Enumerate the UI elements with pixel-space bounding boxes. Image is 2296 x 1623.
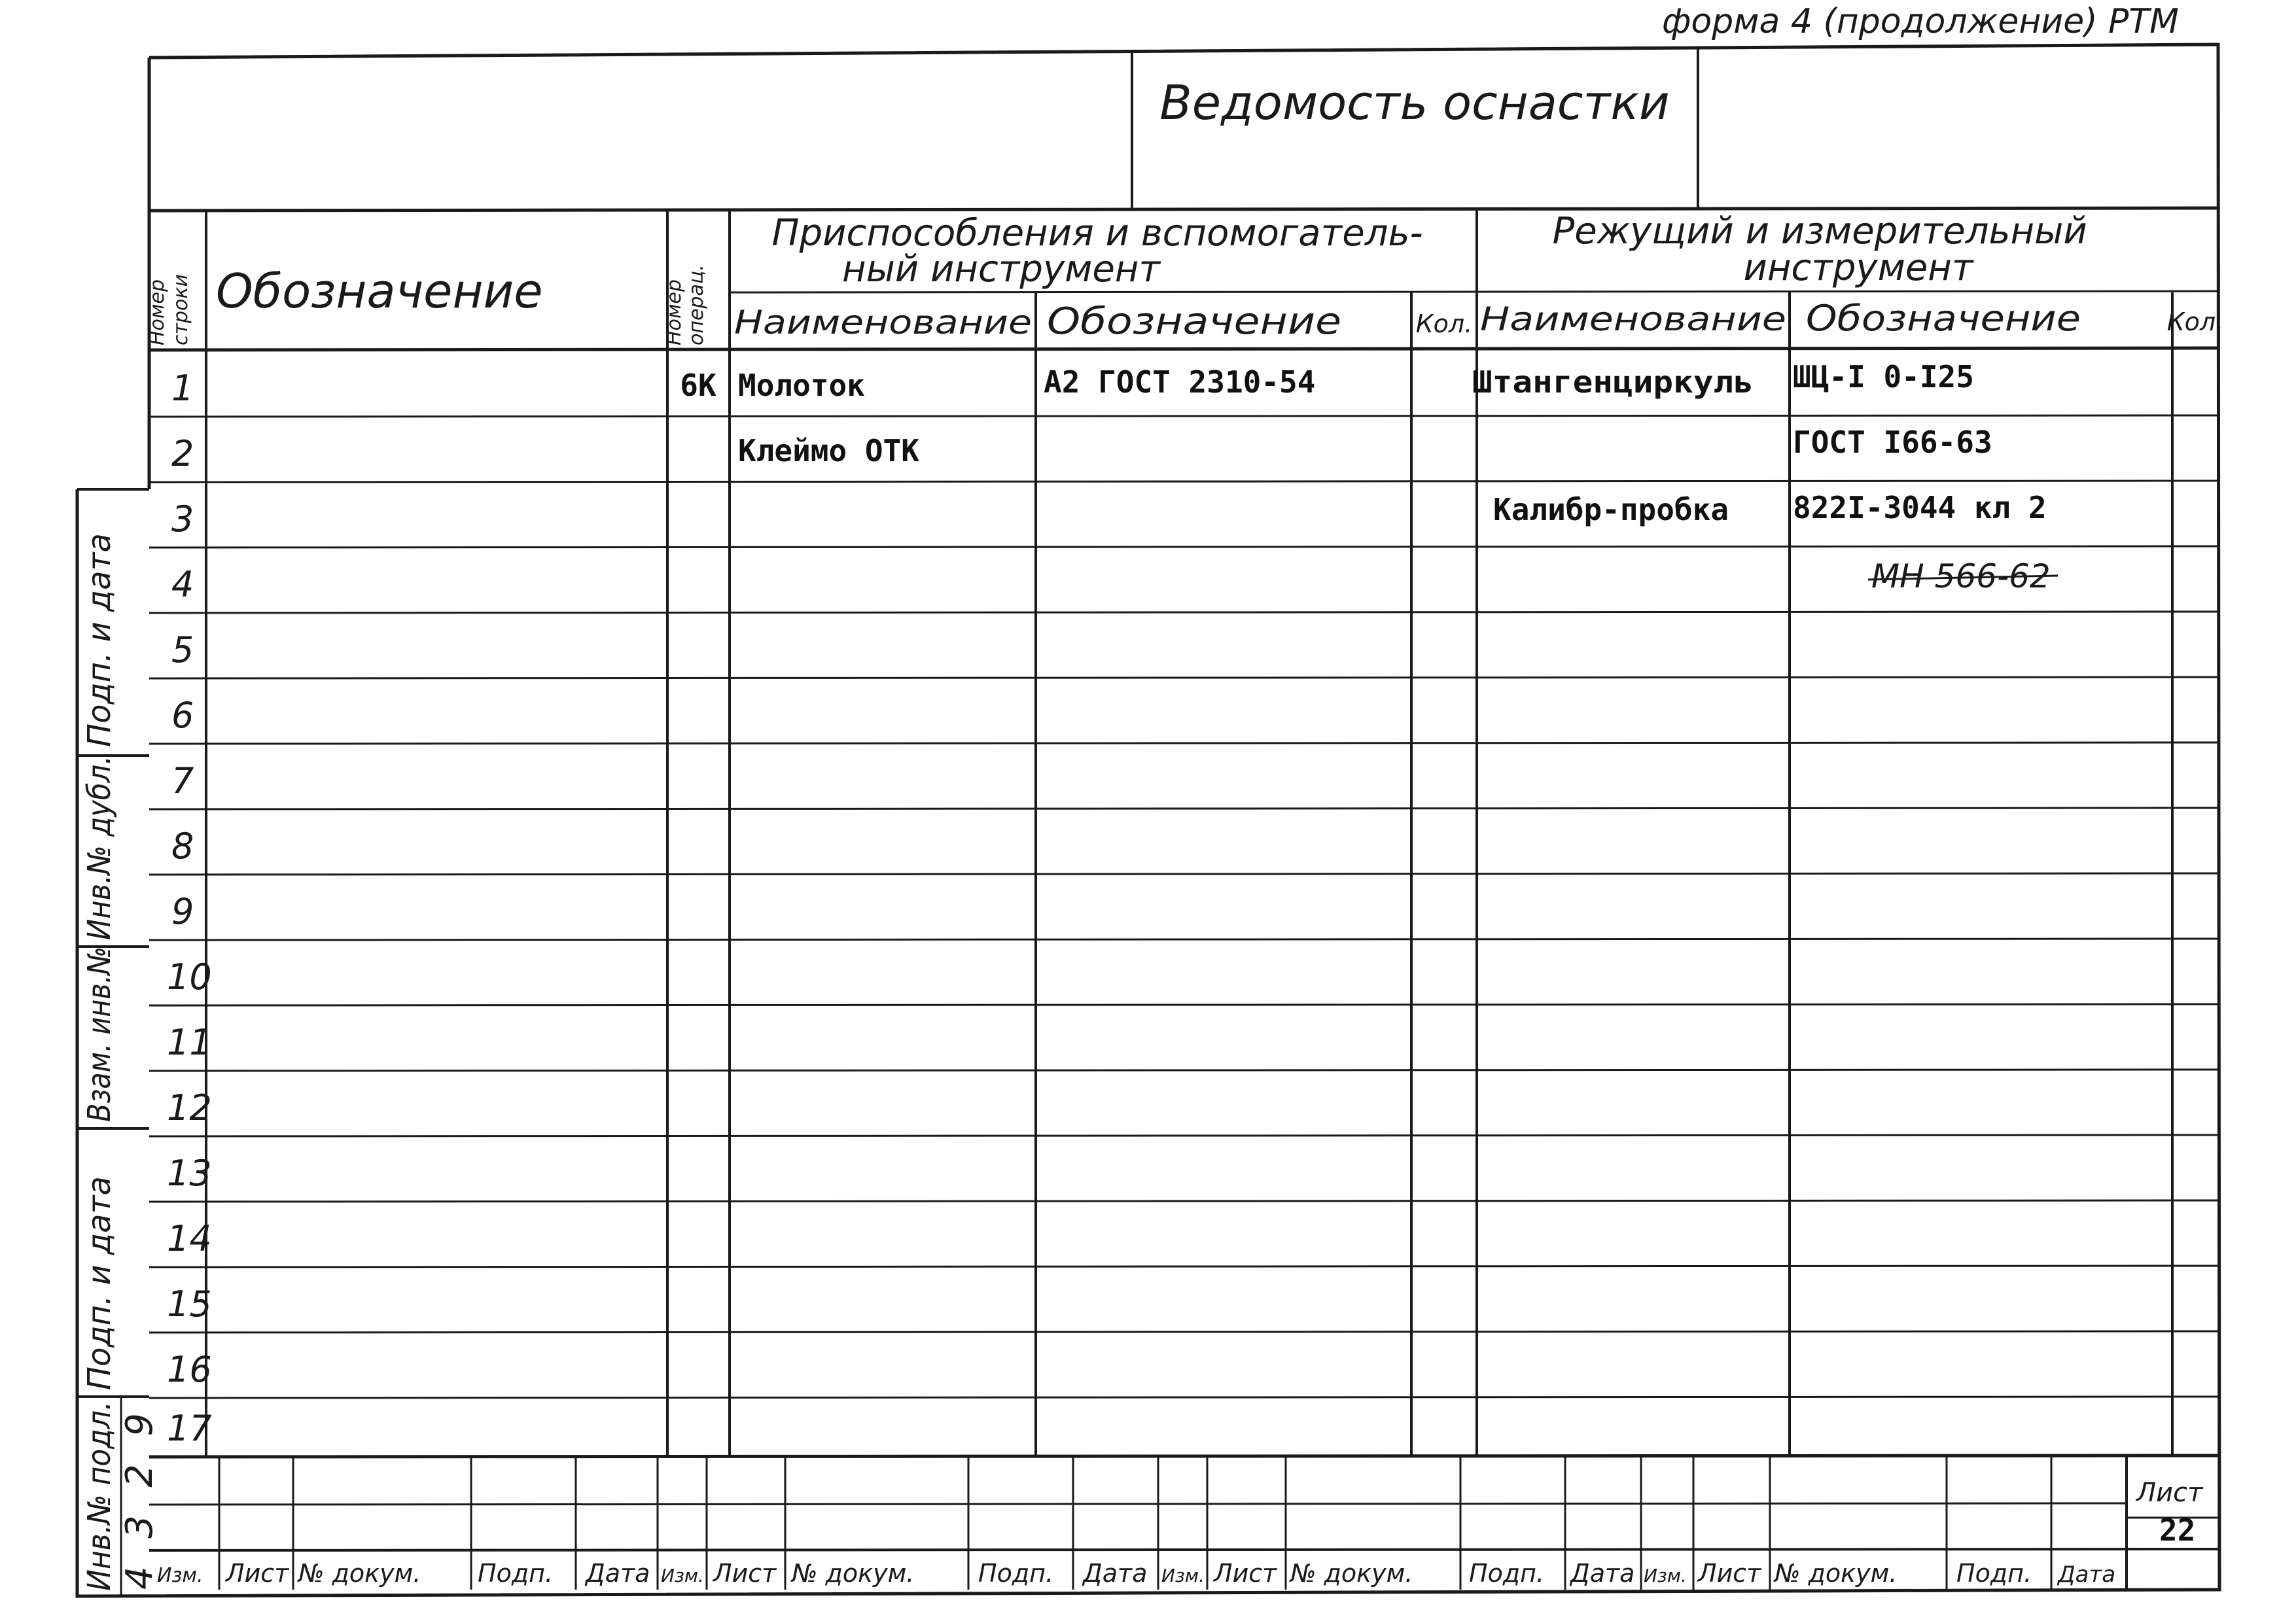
- title-block: [149, 48, 2218, 211]
- tool-designation-cell: 822I-3044 кл 2: [1793, 490, 2047, 525]
- side-label: Подп. и дата: [81, 1176, 118, 1390]
- row-number: 3: [171, 498, 194, 540]
- footer-label: Изм.: [157, 1564, 203, 1587]
- footer-label: № докум.: [1290, 1559, 1413, 1588]
- cutting-group-header: Режущий и измерительный инструмент: [1552, 210, 2087, 289]
- form-title: Ведомость оснастки: [1159, 75, 1670, 130]
- row-number: 10: [167, 956, 212, 998]
- fixture-name-cell: Клеймо ОТК: [738, 433, 919, 468]
- row-number: 9: [171, 891, 194, 932]
- row-number: 1: [171, 368, 194, 409]
- fixture-qty-header: Кол.: [1415, 309, 1473, 338]
- footer-label: Изм.: [1161, 1565, 1205, 1586]
- footer-label: Дата: [1570, 1559, 1635, 1588]
- footer-label: Лист: [1698, 1559, 1761, 1588]
- footer-label: Подп.: [478, 1559, 554, 1588]
- footer-label: Подп.: [1469, 1559, 1545, 1588]
- table-row: [1493, 490, 2047, 527]
- footer-label: Лист: [226, 1559, 289, 1588]
- table-row: [1868, 557, 2058, 595]
- tool-name-header: Наименование: [1480, 300, 1786, 338]
- table-body: [149, 359, 2218, 1457]
- table-row: [680, 359, 1974, 403]
- footer-label: Лист: [713, 1559, 777, 1588]
- footer-label: № докум.: [298, 1559, 421, 1588]
- row-number: 6: [171, 695, 194, 736]
- row-number: 4: [171, 564, 194, 605]
- side-label: Инв.№ дубл.: [81, 735, 118, 940]
- row-number: 11: [167, 1022, 212, 1063]
- op-no-header: Номер операц.: [663, 264, 708, 345]
- footer-label: Подп.: [1956, 1559, 2032, 1588]
- footer-label: Дата: [586, 1559, 650, 1588]
- fixtures-group-header: Приспособления и вспомогатель- ный инструмент: [771, 212, 1423, 290]
- footer-label: Лист: [1214, 1559, 1277, 1588]
- row-number: 14: [167, 1218, 212, 1259]
- tool-designation-cell: ГОСТ I66-63: [1793, 425, 1992, 460]
- footer-label: Подп.: [978, 1559, 1054, 1588]
- form-note: форма 4 (продолжение) РТМ: [1661, 2, 2179, 41]
- footer-label: Изм.: [661, 1565, 704, 1586]
- row-number: 16: [167, 1349, 212, 1390]
- row-number: 15: [167, 1283, 212, 1325]
- footer-label: № докум.: [1775, 1559, 1898, 1588]
- table-row: [738, 425, 1992, 468]
- row-number: 12: [167, 1087, 212, 1128]
- row-number: 13: [167, 1153, 212, 1194]
- row-number: 8: [171, 826, 194, 867]
- row-number: 17: [167, 1408, 212, 1449]
- sheet-label: Лист: [2136, 1478, 2203, 1508]
- side-label: Инв.№ подл.: [81, 1384, 118, 1591]
- tool-designation-cell: МН 566-62: [1871, 557, 2051, 595]
- footer-labels: [157, 1559, 2115, 1588]
- row-no-header: Номер строки: [146, 274, 192, 345]
- fixture-name-header: Наименование: [734, 304, 1032, 341]
- footer-label: Дата: [1083, 1559, 1148, 1588]
- tool-qty-header: Кол.: [2166, 307, 2224, 336]
- row-number: 2: [171, 433, 194, 474]
- op-no-cell: 6К: [680, 368, 716, 403]
- fixture-designation-cell: А2 ГОСТ 2310-54: [1044, 364, 1316, 400]
- tool-designation-cell: ШЦ-I 0-I25: [1793, 359, 1974, 394]
- side-label: Взам. инв.№: [81, 918, 118, 1122]
- tool-name-cell: Штангенциркуль: [1472, 364, 1754, 400]
- row-number: 7: [171, 760, 194, 801]
- side-labels: [81, 533, 161, 1591]
- footer-label: Дата: [2058, 1562, 2116, 1588]
- sheet-number: 22: [2159, 1512, 2196, 1548]
- footer-label: № докум.: [792, 1559, 915, 1588]
- fixture-name-cell: Молоток: [738, 368, 865, 403]
- inventory-number: 4329: [118, 1413, 161, 1590]
- change-block: [149, 1457, 2218, 1590]
- designation-header: Обозначение: [216, 264, 543, 319]
- footer-label: Изм.: [1644, 1565, 1687, 1586]
- tool-designation-header: Обозначение: [1806, 298, 2081, 339]
- fixture-designation-header: Обозначение: [1047, 300, 1341, 343]
- side-label: Подп. и дата: [81, 533, 118, 747]
- tool-name-cell: Калибр-пробка: [1493, 492, 1729, 527]
- row-number: 5: [171, 629, 194, 671]
